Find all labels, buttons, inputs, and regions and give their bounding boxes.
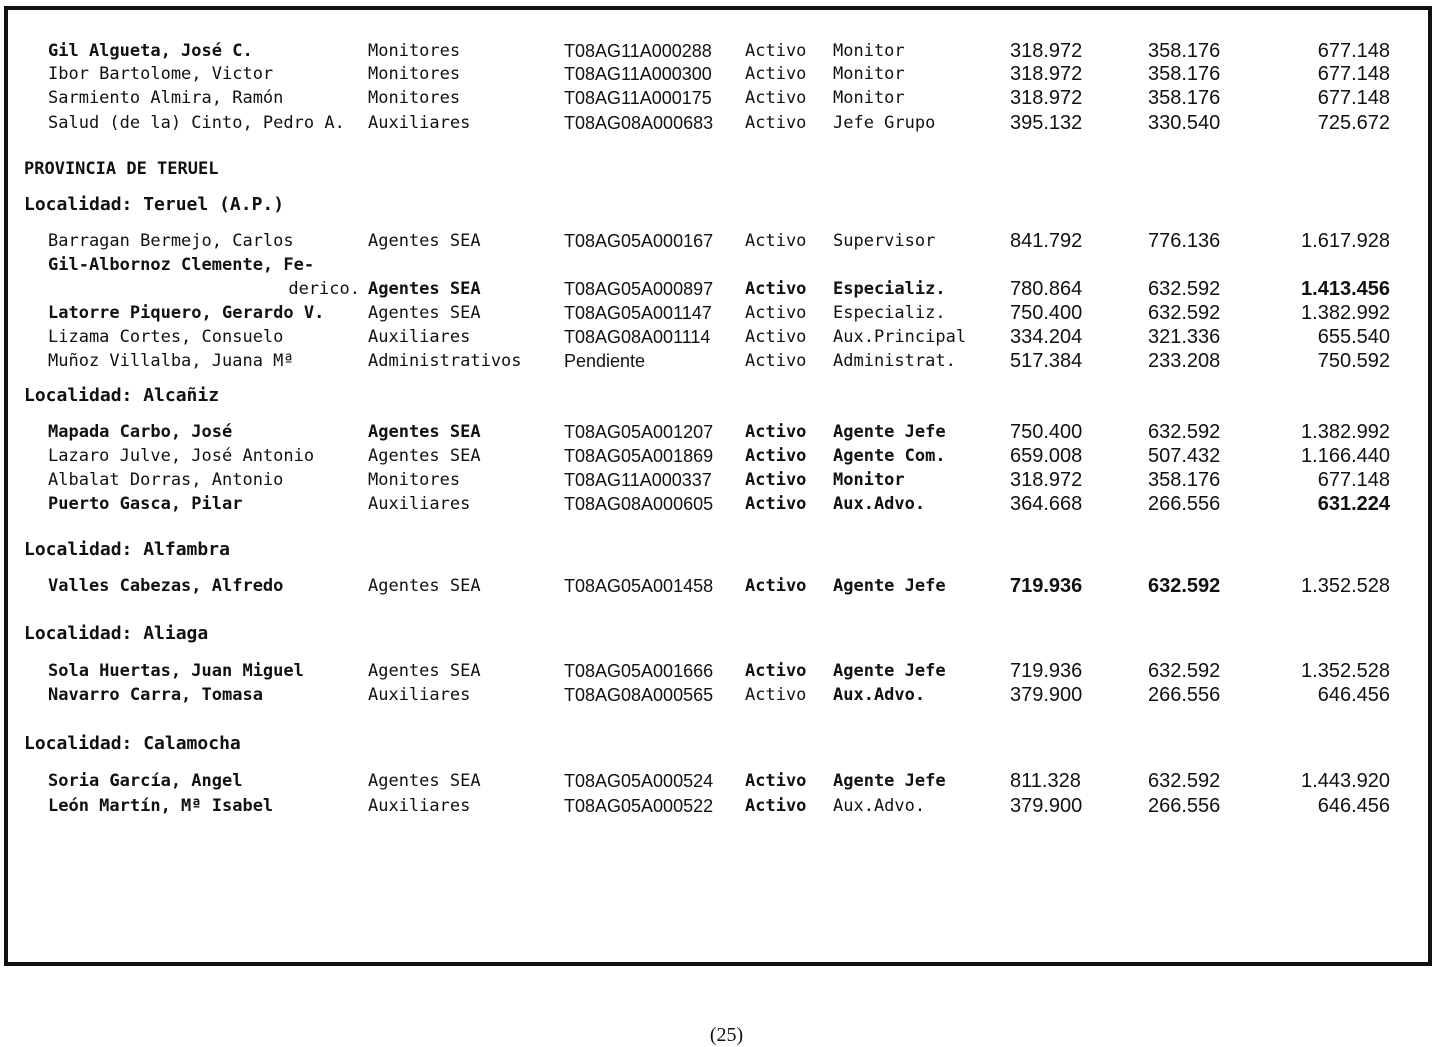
employee-status: Activo: [745, 88, 807, 108]
employee-status: Activo: [745, 303, 807, 323]
table-row: [0, 421, 1453, 443]
employee-category: Auxiliares: [368, 685, 471, 705]
amount-1: 719.936: [1010, 575, 1083, 597]
employee-name: Soria García, Angel: [48, 771, 243, 791]
employee-category: Auxiliares: [368, 113, 471, 133]
amount-2: 358.176: [1148, 87, 1221, 109]
employee-category: Agentes SEA: [368, 303, 481, 323]
employee-code: T08AG11A000288: [564, 41, 712, 61]
amount-2: 632.592: [1148, 421, 1221, 443]
employee-position: Jefe Grupo: [833, 113, 936, 133]
employee-code: T08AG08A000683: [564, 113, 714, 133]
employee-status: Activo: [745, 64, 807, 84]
employee-status: Activo: [745, 113, 807, 133]
amount-2: 632.592: [1148, 278, 1221, 300]
amount-2: 632.592: [1148, 770, 1221, 792]
table-row: [0, 770, 1453, 792]
employee-position: Agente Jefe: [833, 661, 946, 681]
employee-name: Gil Algueta, José C.: [48, 41, 253, 61]
amount-1: 318.972: [1010, 469, 1083, 491]
amount-2: 632.592: [1148, 302, 1221, 324]
employee-name: Navarro Carra, Tomasa: [48, 685, 263, 705]
amount-1: 334.204: [1010, 326, 1083, 348]
employee-code: T08AG05A001147: [564, 303, 712, 323]
amount-total: 655.540: [1317, 326, 1390, 348]
amount-2: 632.592: [1148, 575, 1221, 597]
amount-total: 1.352.528: [1301, 575, 1390, 597]
page-number: (25): [709, 1024, 744, 1046]
employee-status: Activo: [745, 351, 807, 371]
amount-1: 750.400: [1010, 302, 1083, 324]
employee-name: Muñoz Villalba, Juana Mª: [48, 351, 294, 371]
locality-heading: Localidad: Aliaga: [24, 623, 209, 644]
employee-category: Agentes SEA: [368, 422, 481, 442]
amount-total: 677.148: [1317, 63, 1390, 85]
employee-name: Valles Cabezas, Alfredo: [48, 576, 284, 596]
employee-category: Agentes SEA: [368, 231, 481, 251]
employee-name: Salud (de la) Cinto, Pedro A.: [48, 113, 345, 133]
table-row: [0, 254, 1453, 276]
amount-total: 1.382.992: [1301, 421, 1390, 443]
table-row: [0, 87, 1453, 109]
employee-position: Supervisor: [833, 231, 936, 251]
employee-category: Agentes SEA: [368, 576, 481, 596]
amount-2: 776.136: [1148, 230, 1221, 252]
employee-position: Agente Com.: [833, 446, 946, 466]
employee-name: Lazaro Julve, José Antonio: [48, 446, 315, 466]
employee-code: T08AG05A001207: [564, 422, 714, 442]
table-row: [0, 795, 1453, 817]
amount-1: 318.972: [1010, 40, 1083, 62]
table-row: [0, 326, 1453, 348]
amount-2: 266.556: [1148, 684, 1221, 706]
employee-category: Auxiliares: [368, 327, 471, 347]
amount-total: 646.456: [1317, 795, 1390, 817]
employee-position: Aux.Principal: [833, 327, 967, 347]
employee-code: Pendiente: [564, 351, 646, 371]
employee-status: Activo: [745, 446, 807, 466]
employee-name: Sarmiento Almira, Ramón: [48, 88, 284, 108]
amount-1: 780.864: [1010, 278, 1083, 300]
table-row: [0, 63, 1453, 85]
employee-category: Monitores: [368, 41, 461, 61]
table-row: [0, 684, 1453, 706]
employee-code: T08AG05A001869: [564, 446, 714, 466]
table-row: [0, 575, 1453, 597]
employee-status: Activo: [745, 470, 807, 490]
amount-total: 1.352.528: [1301, 660, 1390, 682]
amount-1: 318.972: [1010, 87, 1083, 109]
locality-heading: Localidad: Calamocha: [24, 733, 241, 754]
employee-name: León Martín, Mª Isabel: [48, 796, 274, 816]
amount-1: 811.328: [1010, 770, 1081, 792]
employee-name: Albalat Dorras, Antonio: [48, 470, 284, 490]
employee-position: Agente Jefe: [833, 771, 946, 791]
table-row: [0, 660, 1453, 682]
amount-2: 330.540: [1148, 112, 1221, 134]
amount-2: 632.592: [1148, 660, 1221, 682]
employee-code: T08AG08A000565: [564, 685, 714, 705]
locality-heading: Localidad: Teruel (A.P.): [24, 194, 285, 215]
employee-code: T08AG11A000175: [564, 88, 712, 108]
amount-1: 750.400: [1010, 421, 1083, 443]
amount-total: 1.413.456: [1301, 278, 1390, 300]
employee-code: T08AG08A000605: [564, 494, 714, 514]
employee-position: Agente Jefe: [833, 422, 946, 442]
employee-status: Activo: [745, 231, 807, 251]
employee-position: Monitor: [833, 470, 905, 490]
amount-1: 318.972: [1010, 63, 1083, 85]
locality-heading: Localidad: Alfambra: [24, 539, 230, 560]
amount-1: 379.900: [1010, 684, 1083, 706]
amount-2: 358.176: [1148, 40, 1221, 62]
amount-total: 1.382.992: [1301, 302, 1390, 324]
employee-name: Barragan Bermejo, Carlos: [48, 231, 294, 251]
table-row: [0, 278, 1453, 300]
employee-status: Activo: [745, 796, 807, 816]
table-row: [0, 469, 1453, 491]
amount-total: 750.592: [1317, 350, 1390, 372]
employee-status: Activo: [745, 279, 807, 299]
employee-category: Agentes SEA: [368, 446, 481, 466]
employee-code: T08AG05A000897: [564, 279, 714, 299]
employee-name: Lizama Cortes, Consuelo: [48, 327, 284, 347]
employee-position: Aux.Advo.: [833, 685, 926, 705]
employee-status: Activo: [745, 422, 807, 442]
employee-category: Monitores: [368, 470, 461, 490]
amount-total: 1.617.928: [1301, 230, 1390, 252]
employee-category: Auxiliares: [368, 796, 471, 816]
employee-position: Agente Jefe: [833, 576, 946, 596]
employee-position: Monitor: [833, 88, 905, 108]
employee-status: Activo: [745, 661, 807, 681]
table-row: [0, 302, 1453, 324]
employee-position: Aux.Advo.: [833, 796, 926, 816]
employee-code: T08AG05A000524: [564, 771, 714, 791]
table-row: [0, 493, 1453, 515]
employee-status: Activo: [745, 576, 807, 596]
employee-category: Auxiliares: [368, 494, 471, 514]
employee-name: derico.: [288, 279, 360, 299]
amount-total: 631.224: [1317, 493, 1390, 515]
amount-2: 321.336: [1148, 326, 1221, 348]
employee-code: T08AG05A000522: [564, 796, 714, 816]
employee-position: Administrat.: [833, 351, 956, 371]
amount-total: 1.166.440: [1301, 445, 1390, 467]
employee-position: Monitor: [833, 64, 905, 84]
amount-total: 725.672: [1317, 112, 1390, 134]
employee-code: T08AG11A000337: [564, 470, 712, 490]
table-row: [0, 112, 1453, 134]
employee-name: Puerto Gasca, Pilar: [48, 494, 243, 514]
table-row: [0, 230, 1453, 252]
employee-code: T08AG11A000300: [564, 64, 712, 84]
amount-1: 395.132: [1010, 112, 1083, 134]
table-row: [0, 40, 1453, 62]
employee-position: Especializ.: [833, 303, 946, 323]
amount-total: 677.148: [1317, 87, 1390, 109]
amount-2: 233.208: [1148, 350, 1221, 372]
amount-1: 719.936: [1010, 660, 1083, 682]
amount-1: 517.384: [1010, 350, 1083, 372]
employee-status: Activo: [745, 771, 807, 791]
province-heading: PROVINCIA DE TERUEL: [24, 159, 219, 179]
amount-2: 266.556: [1148, 795, 1221, 817]
amount-total: 677.148: [1317, 469, 1390, 491]
employee-status: Activo: [745, 327, 807, 347]
employee-category: Agentes SEA: [368, 279, 481, 299]
amount-2: 358.176: [1148, 63, 1221, 85]
employee-position: Especializ.: [833, 279, 946, 299]
employee-category: Agentes SEA: [368, 661, 481, 681]
employee-category: Monitores: [368, 64, 461, 84]
employee-status: Activo: [745, 494, 807, 514]
employee-name: Gil-Albornoz Clemente, Fe-: [48, 255, 315, 275]
employee-category: Administrativos: [368, 351, 522, 371]
amount-2: 507.432: [1148, 445, 1221, 467]
amount-1: 379.900: [1010, 795, 1083, 817]
employee-position: Aux.Advo.: [833, 494, 926, 514]
amount-1: 659.008: [1010, 445, 1083, 467]
amount-total: 646.456: [1317, 684, 1390, 706]
employee-position: Monitor: [833, 41, 905, 61]
locality-heading: Localidad: Alcañiz: [24, 385, 220, 406]
employee-code: T08AG05A001458: [564, 576, 714, 596]
amount-2: 266.556: [1148, 493, 1221, 515]
employee-code: T08AG05A001666: [564, 661, 714, 681]
amount-1: 841.792: [1010, 230, 1083, 252]
employee-code: T08AG05A000167: [564, 231, 714, 251]
employee-code: T08AG08A001114: [564, 327, 711, 347]
employee-status: Activo: [745, 41, 807, 61]
employee-status: Activo: [745, 685, 807, 705]
amount-total: 677.148: [1317, 40, 1390, 62]
table-row: [0, 445, 1453, 467]
employee-name: Mapada Carbo, José: [48, 422, 233, 442]
employee-category: Monitores: [368, 88, 461, 108]
amount-total: 1.443.920: [1301, 770, 1390, 792]
employee-name: Sola Huertas, Juan Miguel: [48, 661, 304, 681]
employee-name: Ibor Bartolome, Victor: [48, 64, 274, 84]
employee-category: Agentes SEA: [368, 771, 481, 791]
amount-1: 364.668: [1010, 493, 1083, 515]
table-row: [0, 350, 1453, 372]
amount-2: 358.176: [1148, 469, 1221, 491]
employee-name: Latorre Piquero, Gerardo V.: [48, 303, 325, 323]
